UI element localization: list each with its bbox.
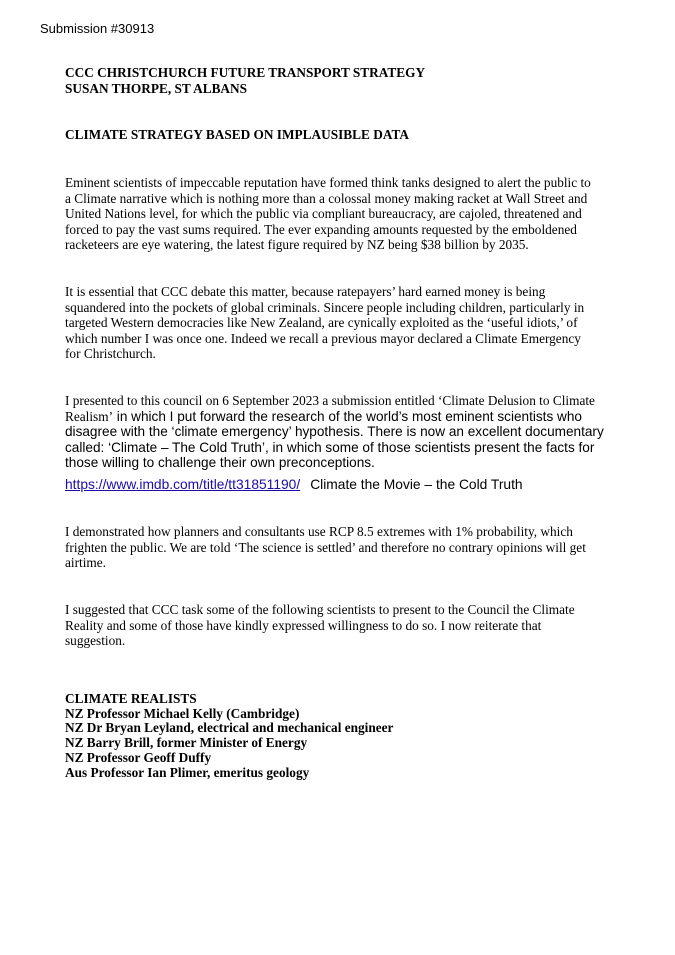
text-line: squandered into the pockets of global criminals. Sincere people including children, particularly in bbox=[65, 299, 585, 315]
link-caption: Climate the Movie – the Cold Truth bbox=[310, 477, 523, 492]
paragraph-3 bbox=[65, 393, 610, 470]
document-title bbox=[65, 65, 610, 96]
text-line: Reality and some of those have kindly expressed willingness to do so. I now reiterate that bbox=[65, 617, 542, 633]
list-item: NZ Professor Geoff Duffy bbox=[65, 749, 212, 765]
text-line: which number I was once one. Indeed we recall a previous mayor declared a Climate Emergency bbox=[65, 330, 581, 346]
paragraph-5 bbox=[65, 602, 610, 649]
author-line: SUSAN THORPE, ST ALBANS bbox=[65, 80, 248, 96]
list-item: NZ Professor Michael Kelly (Cambridge) bbox=[65, 705, 300, 721]
text-line: I presented to this council on 6 September 2023 a submission entitled ‘Climate Delusion to Climate bbox=[65, 393, 595, 408]
section-heading: CLIMATE STRATEGY BASED ON IMPLAUSIBLE DATA bbox=[65, 127, 409, 142]
text-line bbox=[65, 409, 610, 425]
imdb-link[interactable]: https://www.imdb.com/title/tt31851190/ bbox=[65, 477, 301, 492]
text-line: forced to pay the vast sums required. The ever expanding amounts requested by the emboldened bbox=[65, 221, 577, 237]
list-item: Aus Professor Ian Plimer, emeritus geology bbox=[65, 764, 310, 780]
list-item: NZ Barry Brill, former Minister of Energy bbox=[65, 735, 308, 751]
paragraph-1 bbox=[65, 175, 610, 253]
climate-realists-list bbox=[65, 692, 610, 780]
text-line: for Christchurch. bbox=[65, 346, 156, 362]
paragraph-4 bbox=[65, 524, 610, 571]
text-line: disagree with the ‘climate emergency’ hypothesis. There is now an excellent documentary bbox=[65, 424, 604, 440]
text-line: suggestion. bbox=[65, 633, 126, 649]
paragraph-2 bbox=[65, 284, 610, 362]
text-line: I demonstrated how planners and consultants use RCP 8.5 extremes with 1% probability, which bbox=[65, 524, 573, 539]
movie-link-row bbox=[65, 477, 523, 492]
text-serif-fragment: Realism’ bbox=[65, 408, 114, 424]
text-line: United Nations level, for which the public via compliant bureaucracy, are cajoled, threatened and bbox=[65, 206, 582, 222]
text-sans-fragment: in which I put forward the research of the world’s most eminent scientists who bbox=[113, 408, 582, 424]
submission-id: Submission #30913 bbox=[40, 21, 155, 36]
text-line: airtime. bbox=[65, 555, 106, 571]
text-line: Eminent scientists of impeccable reputation have formed think tanks designed to alert the public to bbox=[65, 175, 591, 190]
text-line: a Climate narrative which is nothing more than a colossal money making racket at Wall Street and bbox=[65, 190, 588, 206]
text-line: targeted Western democracies like New Zealand, are cynically exploited as the ‘useful idiots,’ of bbox=[65, 315, 578, 331]
text-line: It is essential that CCC debate this matter, because ratepayers’ hard earned money is being bbox=[65, 284, 546, 299]
text-line: I suggested that CCC task some of the following scientists to present to the Council the Climate bbox=[65, 602, 575, 617]
list-item: NZ Dr Bryan Leyland, electrical and mechanical engineer bbox=[65, 720, 394, 736]
text-line: frighten the public. We are told ‘The science is settled’ and therefore no contrary opinions will get bbox=[65, 539, 586, 555]
text-line: called: ‘Climate – The Cold Truth’, in which some of those scientists present the facts for bbox=[65, 439, 595, 455]
title-line: CCC CHRISTCHURCH FUTURE TRANSPORT STRATEGY bbox=[65, 65, 426, 80]
list-heading: CLIMATE REALISTS bbox=[65, 691, 197, 706]
text-line: racketeers are eye watering, the latest figure required by NZ being $38 billion by 2035. bbox=[65, 237, 529, 253]
text-line: those willing to challenge their own preconceptions. bbox=[65, 455, 375, 470]
